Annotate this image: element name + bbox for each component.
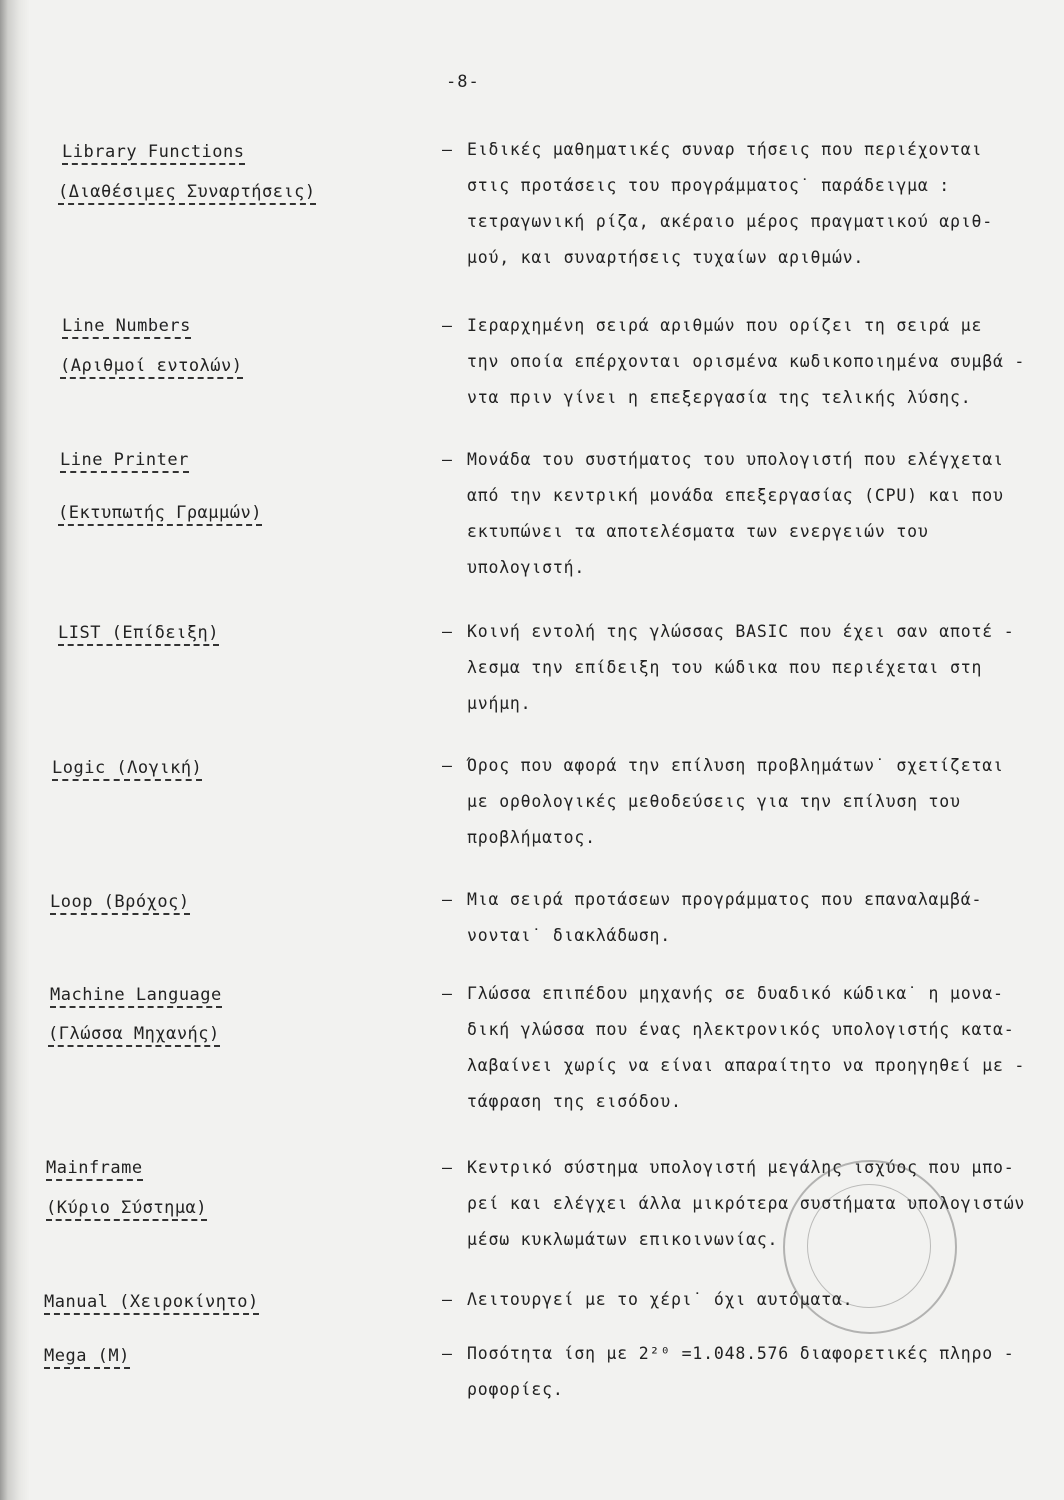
glossary-term-greek: (Εκτυπωτής Γραμμών) — [58, 503, 262, 526]
glossary-definition: – Μονάδα του συστήματος του υπολογιστή που ελέγχεται από την κεντρική μονάδα επεξεργασίας (CPU) και που εκτυπώνει τα αποτελέσματα των ενεργειών του υπολογιστή. — [442, 450, 1004, 577]
glossary-term: Manual (Χειροκίνητο) — [44, 1292, 259, 1315]
scan-edge — [0, 0, 30, 1500]
glossary-term-greek: (Κύριο Σύστημα) — [46, 1198, 207, 1221]
glossary-term: Loop (Βρόχος) — [50, 892, 190, 915]
glossary-definition: – Μια σειρά προτάσεων προγράμματος που επαναλαμβά- νονται˙ διακλάδωση. — [442, 890, 983, 945]
glossary-definition: – Ιεραρχημένη σειρά αριθμών που ορίζει τη σειρά με την οποία επέρχονται ορισμένα κωδικοποιημένα συμβά - ντα πριν γίνει η επεξεργασία της τελικής λύσης. — [442, 316, 1026, 407]
page-number: -8- — [446, 72, 480, 92]
glossary-term-greek: (Γλώσσα Μηχανής) — [48, 1024, 220, 1047]
glossary-definition: – Κεντρικό σύστημα υπολογιστή μεγάλης ισχύος που μπο- ρεί και ελέγχει άλλα μικρότερα συστήματα υπολογιστών μέσω κυκλωμάτων επικοινωνίας. — [442, 1158, 1026, 1249]
glossary-term: LIST (Επίδειξη) — [58, 623, 219, 646]
glossary-term: Mainframe — [46, 1158, 143, 1181]
glossary-term: Library Functions — [62, 142, 245, 165]
glossary-definition: – Γλώσσα επιπέδου μηχανής σε δυαδικό κώδικα˙ η μονα- δική γλώσσα που ένας ηλεκτρονικός υπολογιστής κατα- λαβαίνει χωρίς να είναι απαραίτητο να προηγηθεί με - τάφραση της εισόδου. — [442, 984, 1026, 1111]
glossary-definition: – Ειδικές μαθηματικές συναρ τήσεις που περιέχονται στις προτάσεις του προγράμματος˙ παράδειγμα : τετραγωνική ρίζα, ακέραιο μέρος πραγματικού αριθ- μού, και συναρτήσεις τυχαίων αριθμών. — [442, 140, 993, 267]
glossary-definition: – Κοινή εντολή της γλώσσας BASIC που έχει σαν αποτέ - λεσμα την επίδειξη του κώδικα που περιέχεται στη μνήμη. — [442, 622, 1015, 713]
glossary-definition: – Όρος που αφορά την επίλυση προβλημάτων˙ σχετίζεται με ορθολογικές μεθοδεύσεις για την επίλυση του προβλήματος. — [442, 756, 1004, 847]
glossary-term: Line Numbers — [62, 316, 191, 339]
glossary-term-greek: (Αριθμοί εντολών) — [60, 356, 243, 379]
glossary-term: Logic (Λογική) — [52, 758, 202, 781]
glossary-definition: – Ποσότητα ίση με 2²⁰ =1.048.576 διαφορετικές πληρο - ροφορίες. — [442, 1344, 1015, 1399]
official-stamp — [783, 1160, 957, 1334]
glossary-definition: – Λειτουργεί με το χέρι˙ όχι αυτόματα. — [442, 1290, 854, 1309]
glossary-term: Machine Language — [50, 985, 222, 1008]
glossary-term: Mega (M) — [44, 1346, 130, 1369]
glossary-term-greek: (Διαθέσιμες Συναρτήσεις) — [58, 182, 316, 205]
glossary-term: Line Printer — [60, 450, 189, 473]
